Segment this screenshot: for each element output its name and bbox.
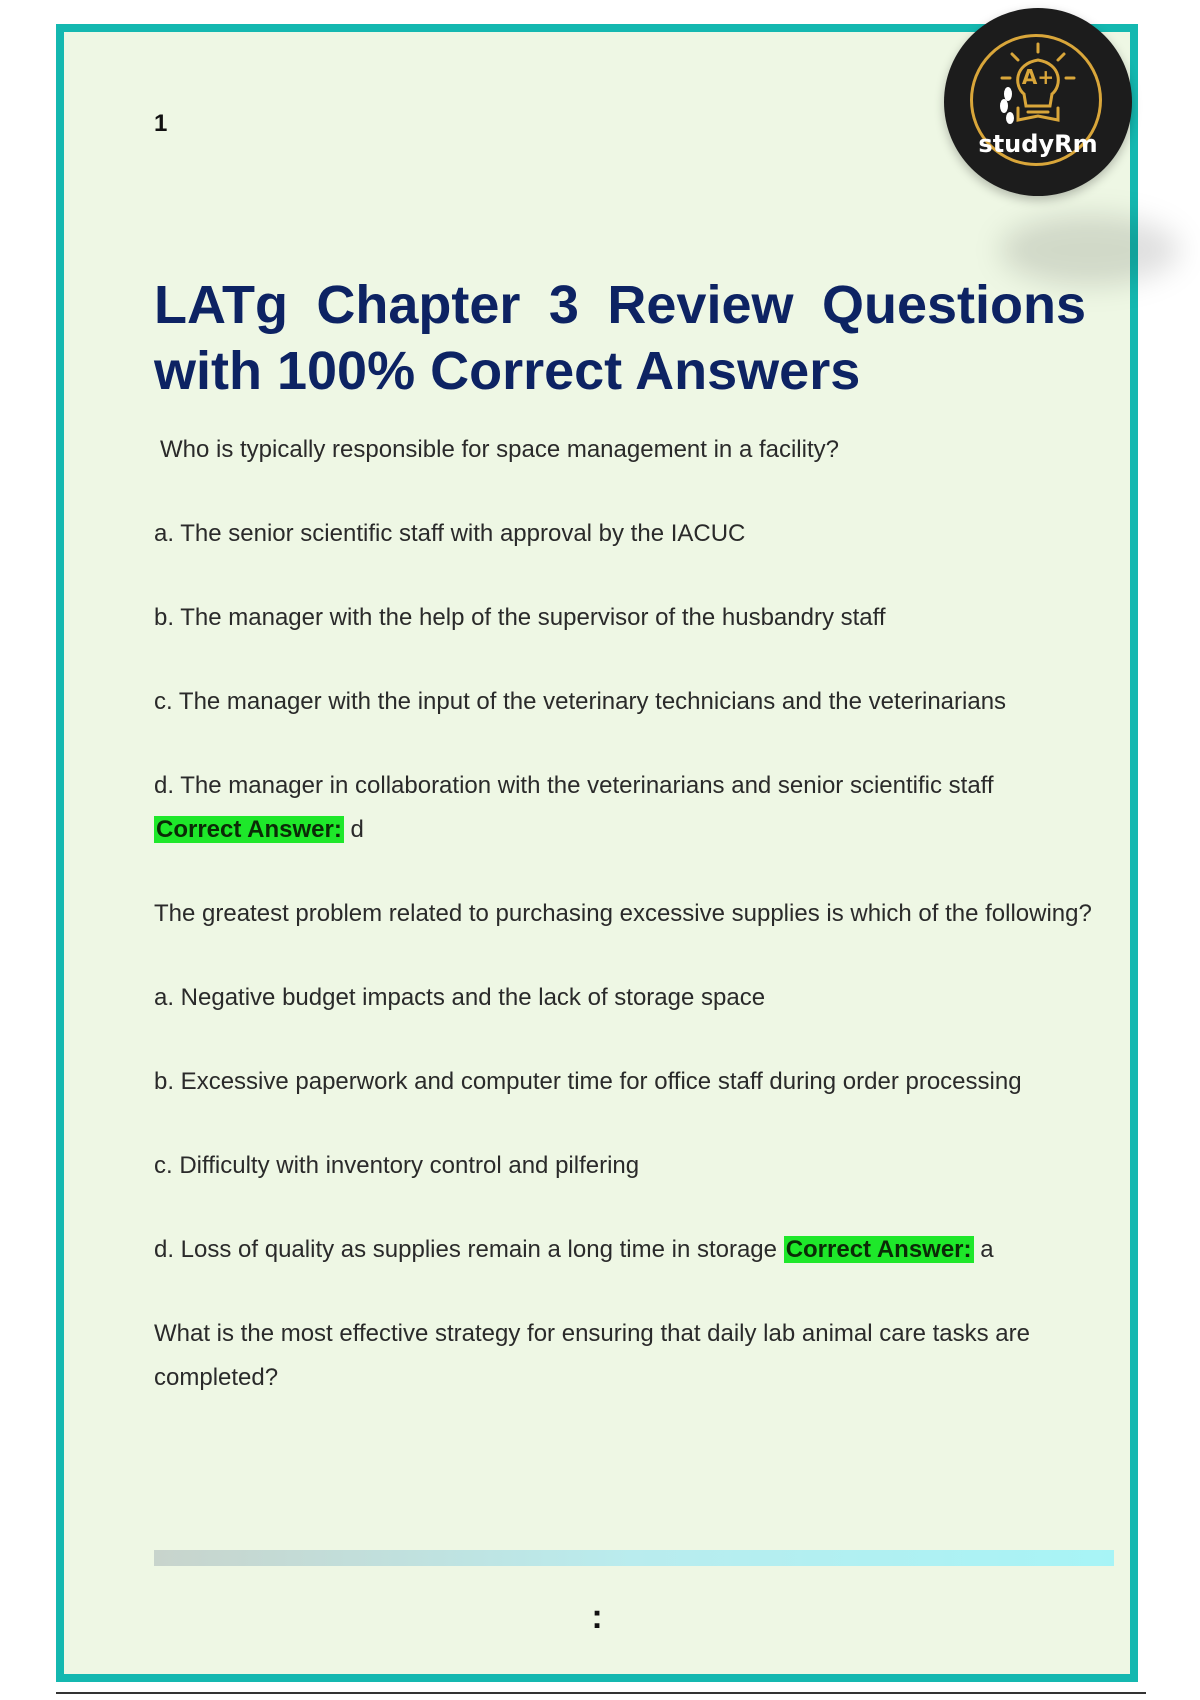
question-2-option-d	[154, 1228, 1144, 1272]
correct-answer-label: Correct Answer:	[785, 1236, 972, 1263]
correct-answer-value: d	[350, 816, 364, 843]
question-1-text: Who is typically responsible for space management in a facility?	[160, 436, 839, 463]
lightbulb-icon	[988, 42, 1088, 128]
option-text: d. Loss of quality as supplies remain a long time in storage	[154, 1236, 778, 1263]
document-page	[56, 24, 1138, 1682]
bottom-rule	[56, 1692, 1146, 1694]
correct-answer-label: Correct Answer:	[156, 816, 342, 843]
question-1-option-b: b. The manager with the help of the supervisor of the husbandry staff	[154, 604, 886, 631]
logo-text: studyRm	[978, 130, 1098, 158]
title-word: Chapter	[316, 275, 521, 335]
logo-shadow	[1000, 215, 1180, 285]
title-line-2: with 100% Correct Answers	[154, 341, 861, 401]
more-indicator: :	[591, 1598, 603, 1636]
option-text: d. The manager in collaboration with the veterinarians and senior scientific staff	[154, 772, 994, 799]
question-list	[154, 428, 1144, 1440]
title-word: Review	[607, 275, 794, 335]
title-word: 3	[548, 275, 579, 335]
question-1-option-d	[154, 764, 1144, 852]
document-title	[154, 272, 1086, 404]
logo-badge-text: A+	[1021, 65, 1055, 89]
studyrm-logo	[944, 8, 1132, 196]
question-1-option-a: a. The senior scientific staff with approval by the IACUC	[154, 520, 746, 547]
page-number: 1	[154, 110, 168, 137]
question-1-option-c: c. The manager with the input of the veterinary technicians and the veterinarians	[154, 688, 1007, 715]
question-2-option-c: c. Difficulty with inventory control and pilfering	[154, 1152, 640, 1179]
question-2-option-a: a. Negative budget impacts and the lack of storage space	[154, 984, 766, 1011]
page-divider-bar	[154, 1550, 1114, 1566]
title-word: Questions	[821, 275, 1086, 335]
title-word: LATg	[154, 275, 288, 335]
question-3-text: What is the most effective strategy for ensuring that daily lab animal care tasks are completed?	[154, 1320, 1030, 1391]
question-2-text: The greatest problem related to purchasing excessive supplies is which of the following?	[154, 900, 1092, 927]
title-line-1	[154, 272, 1086, 338]
question-2-option-b: b. Excessive paperwork and computer time for office staff during order processing	[154, 1068, 1022, 1095]
correct-answer-value: a	[980, 1236, 994, 1263]
